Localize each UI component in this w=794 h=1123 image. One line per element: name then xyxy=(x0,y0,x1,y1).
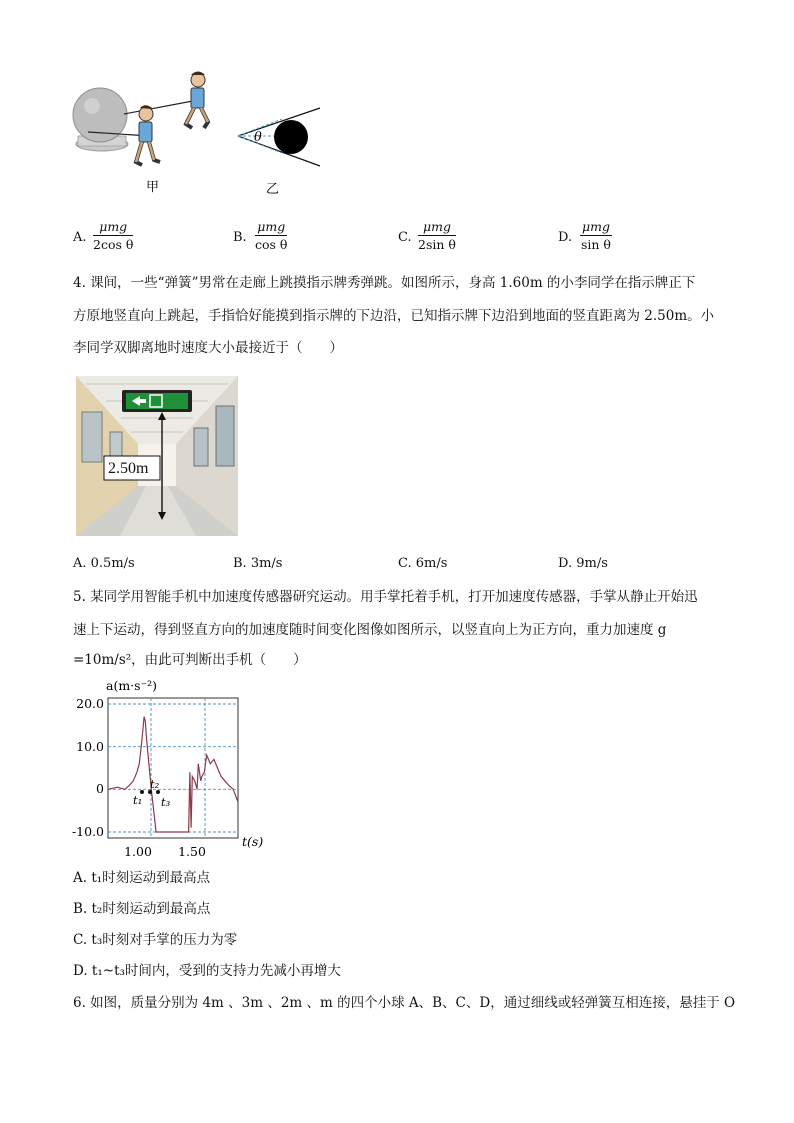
y-tick-20: 20.0 xyxy=(76,696,104,711)
q3-option-d-fraction xyxy=(580,219,612,252)
x-tick-1: 1.00 xyxy=(124,844,152,859)
q3-option-d-letter: D. xyxy=(558,230,573,245)
q3-option-a-den: 2cos θ xyxy=(93,237,134,252)
q5-option-c: C. t₃时刻对手掌的压力为零 xyxy=(73,932,238,948)
person-upper xyxy=(186,72,208,129)
figure-jia-yi xyxy=(70,62,340,202)
chart-ylabel: a(m·s⁻²) xyxy=(106,678,158,693)
q3-option-b-num: μmg xyxy=(257,219,286,234)
q6-line-1: 6. 如图，质量分别为 4m 、3m 、2m 、m 的四个小球 A、B、C、D，通过细线或轻弹簧互相连接，悬挂于 O xyxy=(73,995,736,1011)
q4-line-3: 李同学双脚离地时速度大小最接近于（ ） xyxy=(73,340,343,356)
q4-option-a: A. 0.5m/s xyxy=(73,556,135,571)
q3-option-a-num: μmg xyxy=(99,219,128,234)
figure-yi-caption: 乙 xyxy=(266,182,280,197)
label-t3: t₃ xyxy=(161,795,171,809)
q3-option-b-letter: B. xyxy=(233,230,247,245)
y-tick-neg10: -10.0 xyxy=(71,824,104,839)
q3-option-c-fraction xyxy=(418,219,456,252)
figure-jia-caption: 甲 xyxy=(146,180,160,195)
q5-option-d: D. t₁~t₃时间内，受到的支持力先减小再增大 xyxy=(73,963,341,979)
label-t1: t₁ xyxy=(133,793,143,807)
q4-option-b: B. 3m/s xyxy=(233,556,283,571)
q5-line-1: 5. 某同学用智能手机中加速度传感器研究运动。用手掌托着手机，打开加速度传感器，手掌从静止开始迅 xyxy=(73,589,698,605)
q5-line-3: =10m/s²，由此可判断出手机（ ） xyxy=(73,652,307,668)
x-tick-2: 1.50 xyxy=(178,844,206,859)
chart-frame xyxy=(108,698,238,838)
q4-photo-label: 2.50m xyxy=(108,460,149,477)
q5-option-a: A. t₁时刻运动到最高点 xyxy=(73,870,211,886)
q4-line-1: 4. 课间，一些“弹簧”男常在走廊上跳摸指示牌秀弹跳。如图所示，身高 1.60m 的小李同学在指示牌正下 xyxy=(73,275,696,291)
q3-option-d-num: μmg xyxy=(582,219,610,234)
q3-option-a-fraction xyxy=(93,219,133,252)
q3-option-c-num: μmg xyxy=(422,219,451,234)
q3-option-b-fraction xyxy=(255,219,287,252)
label-t2: t₂ xyxy=(150,777,160,791)
acceleration-series-line xyxy=(108,717,238,832)
q5-option-b: B. t₂时刻运动到最高点 xyxy=(73,901,211,917)
q4-line-2: 方原地竖直向上跳起，手指恰好能摸到指示牌的下边沿，已知指示牌下边沿到地面的竖直距离为 2.50m。小 xyxy=(73,308,715,324)
q3-option-b-den: cos θ xyxy=(255,237,288,252)
acceleration-chart xyxy=(70,676,270,862)
y-tick-0: 0 xyxy=(96,781,104,796)
q4-option-d: D. 9m/s xyxy=(558,556,608,571)
q3-option-c-den: 2sin θ xyxy=(418,237,456,252)
q4-corridor-photo xyxy=(76,376,238,536)
figure-yi-diagram xyxy=(238,108,320,166)
chart-xlabel: t(s) xyxy=(242,834,264,849)
q3-option-c-letter: C. xyxy=(398,230,412,245)
q3-option-d-den: sin θ xyxy=(581,237,611,252)
q5-line-2: 速上下运动，得到竖直方向的加速度随时间变化图像如图所示，以竖直向上为正方向，重力加速度 g xyxy=(73,622,667,638)
stone-ball xyxy=(73,88,128,151)
person-lower xyxy=(136,105,160,165)
chart-gridlines xyxy=(108,698,238,838)
q3-option-a-letter: A. xyxy=(73,230,87,245)
y-tick-10: 10.0 xyxy=(76,739,104,754)
rope-upper xyxy=(124,100,198,114)
q4-option-c: C. 6m/s xyxy=(398,556,448,571)
angle-theta-label: θ xyxy=(254,130,262,145)
